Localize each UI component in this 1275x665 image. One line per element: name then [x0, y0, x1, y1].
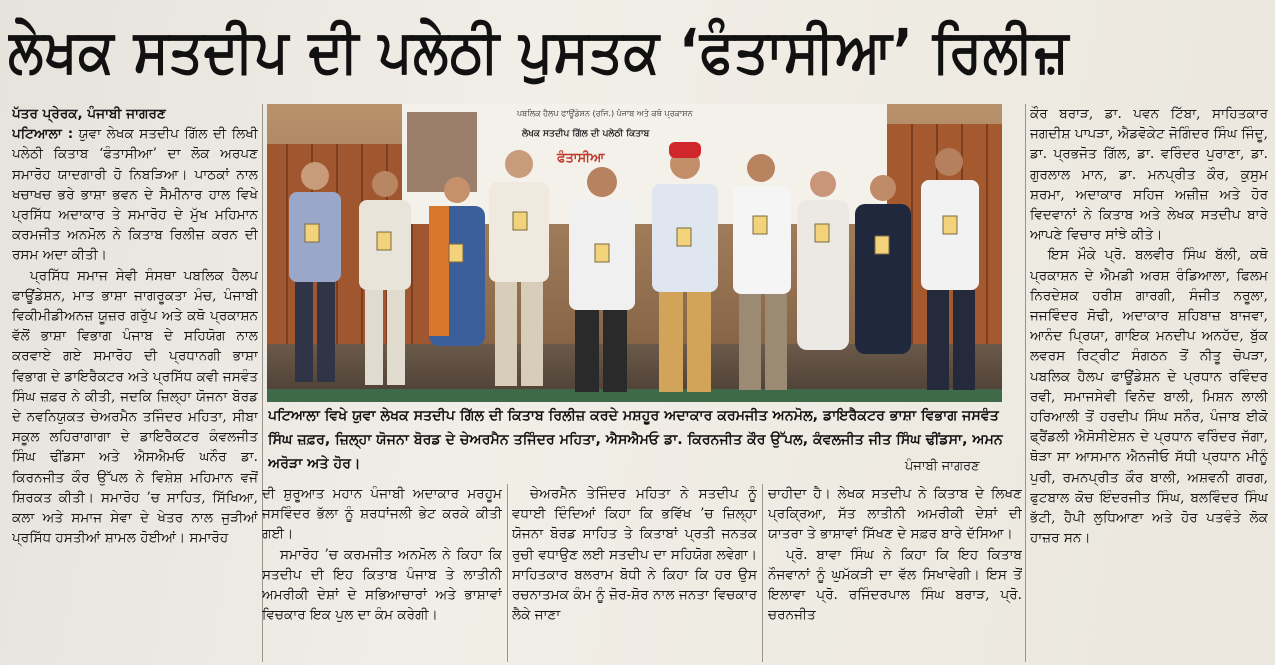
event-photo: [267, 104, 1002, 402]
article-column-c: [768, 484, 1022, 662]
banner-line-2: ਲੇਖਕ ਸਤਦੀਪ ਗਿੱਲ ਦੀ ਪਲੇਠੀ ਕਿਤਾਬ: [522, 129, 650, 139]
article-lead-paragraph: [12, 124, 258, 265]
banner-title: ਫੰਤਾਸੀਆ: [557, 151, 605, 166]
article-paragraph: ਸਮਾਰੋਹ ’ਚ ਕਰਮਜੀਤ ਅਨਮੋਲ ਨੇ ਕਿਹਾ ਕਿ ਸਤਦੀਪ ਦੀ ਇਹ ਕਿਤਾਬ ਪੰਜਾਬ ਤੇ ਲਾਤੀਨੀ ਅਮਰੀਕੀ ਦੇਸ਼ਾਂ ਦੇ ਸਭਿਆਚਾਰਾਂ ਅਤੇ ਭਾਸ਼ਾਵਾਂ ਵਿਚਕਾਰ ਇਕ ਪੁਲ ਦਾ ਕੰਮ ਕਰੇਗੀ।: [262, 546, 502, 624]
photo-caption: ਪਟਿਆਲਾ ਵਿਖੇ ਯੁਵਾ ਲੇਖਕ ਸਤਦੀਪ ਗਿੱਲ ਦੀ ਕਿਤਾਬ ਰਿਲੀਜ਼ ਕਰਦੇ ਮਸ਼ਹੂਰ ਅਦਾਕਾਰ ਕਰਮਜੀਤ ਅਨਮੋਲ, ਡਾਇਰੈਕਟਰ ਭਾਸ਼ਾ ਵਿਭਾਗ ਜਸਵੰਤ ਸਿੰਘ ਜ਼ਫ਼ਰ, ਜ਼ਿਲ੍ਹਾ ਯੋਜਨਾ ਬੋਰਡ ਦੇ ਚੇਅਰਮੈਨ ਤਜਿੰਦਰ ਮਹਿਤਾ, ਐਸਐਮਓ ਡਾ. ਕਿਰਨਜੀਤ ਕੌਰ ਉੱਪਲ, ਕੰਵਲਜੀਤ ਜੀਤ ਸਿੰਘ ਢੀਂਡਸਾ, ਅਮਨ ਅਰੋੜਾ ਅਤੇ ਹੋਰ।: [268, 408, 1003, 472]
article-byline: ਪੱਤਰ ਪ੍ਰੇਰਕ, ਪੰਜਾਬੀ ਜਾਗਰਣ: [12, 106, 166, 122]
column-divider: [1025, 104, 1026, 662]
article-column-right: [1030, 104, 1268, 662]
article-paragraph: ਇਸ ਮੌਕੇ ਪ੍ਰੋ. ਬਲਵੀਰ ਸਿੰਘ ਬੱਲੀ, ਕਥੋ ਪ੍ਰਕਾਸ਼ਨ ਦੇ ਐਮਡੀ ਅਰਸ਼ ਰੰਡਿਆਲਾ, ਫਿਲਮ ਨਿਰਦੇਸ਼ਕ ਹਰੀਸ਼ ਗਾਰਗੀ, ਸੰਜੀਤ ਨਰੂਲਾ, ਜਜਵਿੰਦਰ ਸੋਢੀ, ਅਦਾਕਾਰ ਸ਼ਹਿਬਾਜ਼ ਬਾਜਵਾ, ਆਨੰਦ ਪ੍ਰਿਯਾ, ਗਾਇਕ ਮਨਦੀਪ ਅਨਹੱਦ, ਬੁੱਕ ਲਵਰਸ ਰਿਟ੍ਰੀਟ ਸੰਗਠਨ ਤੋਂ ਨੀਤੂ ਚੋਪੜਾ, ਪਬਲਿਕ ਹੈਲਪ ਫਾਊਂਡੇਸ਼ਨ ਦੇ ਪ੍ਰਧਾਨ ਰਵਿੰਦਰ ਰਵੀ, ਸਮਾਜਸੇਵੀ ਵਿਨੋਦ ਬਾਲੀ, ਮਿਸ਼ਨ ਲਾਲੀ ਹਰਿਆਲੀ ਤੋਂ ਹਰਦੀਪ ਸਿੰਘ ਸਨੌਰ, ਪੰਜਾਬ ਈਕੋ ਫ੍ਰੈਂਡਲੀ ਐਸੋਸੀਏਸ਼ਨ ਦੇ ਪ੍ਰਧਾਨ ਵਰਿੰਦਰ ਜੱਗਾ, ਥੋੜਾ ਸਾ ਆਸਮਾਨ ਐਨਜੀਓ ਸੱਧੀ ਪ੍ਰਧਾਨ ਮੀਨੂੰ ਪੁਰੀ, ਰਮਨਪ੍ਰੀਤ ਕੌਰ ਬਾਲੀ, ਅਸ਼ਵਨੀ ਗਰਗ, ਫੁਟਬਾਲ ਕੋਚ ਇੰਦਰਜੀਤ ਸਿੰਘ, ਬਲਵਿੰਦਰ ਸਿੰਘ ਭੱਟੀ, ਹੈਪੀ ਲੁਧਿਆਣਾ ਅਤੇ ਹੋਰ ਪਤਵੰਤੇ ਲੋਕ ਹਾਜ਼ਰ ਸਨ।: [1030, 247, 1268, 547]
column-divider: [507, 484, 508, 662]
article-column-b: [512, 484, 757, 662]
article-paragraph: ਪ੍ਰਸਿੱਧ ਸਮਾਜ ਸੇਵੀ ਸੰਸਥਾ ਪਬਲਿਕ ਹੈਲਪ ਫਾਊਂਡੇਸ਼ਨ, ਮਾਤ ਭਾਸ਼ਾ ਜਾਗਰੂਕਤਾ ਮੰਚ, ਪੰਜਾਬੀ ਵਿਕੀਮੀਡੀਅਨਜ਼ ਯੂਜ਼ਰ ਗਰੁੱਪ ਅਤੇ ਕਥੋ ਪ੍ਰਕਾਸ਼ਨ ਵੱਲੋਂ ਭਾਸ਼ਾ ਵਿਭਾਗ ਪੰਜਾਬ ਦੇ ਸਹਿਯੋਗ ਨਾਲ ਕਰਵਾਏ ਗਏ ਸਮਾਰੋਹ ਦੀ ਪ੍ਰਧਾਨਗੀ ਭਾਸ਼ਾ ਵਿਭਾਗ ਦੇ ਡਾਇਰੈਕਟਰ ਅਤੇ ਪ੍ਰਸਿੱਧ ਕਵੀ ਜਸਵੰਤ ਸਿੰਘ ਜ਼ਫ਼ਰ ਨੇ ਕੀਤੀ, ਜਦਕਿ ਜ਼ਿਲ੍ਹਾ ਯੋਜਨਾ ਬੋਰਡ ਦੇ ਨਵਨਿਯੁਕਤ ਚੇਅਰਮੈਨ ਤਜਿੰਦਰ ਮਹਿਤਾ, ਸੀਬਾ ਸਕੂਲ ਲਹਿਰਾਗਾਗਾ ਦੇ ਡਾਇਰੈਕਟਰ ਕੰਵਲਜੀਤ ਸਿੰਘ ਢੀਂਡਸਾ ਅਤੇ ਐਸਐਮਓ ਘਨੌਰ ਡਾ. ਕਿਰਨਜੀਤ ਕੌਰ ਉੱਪਲ ਨੇ ਵਿਸ਼ੇਸ਼ ਮਹਿਮਾਨ ਵਜੋਂ ਸ਼ਿਰਕਤ ਕੀਤੀ। ਸਮਾਰੋਹ ’ਚ ਸਾਹਿਤ, ਸਿੱਖਿਆ, ਕਲਾ ਅਤੇ ਸਮਾਜ ਸੇਵਾ ਦੇ ਖੇਤਰ ਨਾਲ ਜੁੜੀਆਂ ਪ੍ਰਸਿੱਧ ਹਸਤੀਆਂ ਸ਼ਾਮਲ ਹੋਈਆਂ। ਸਮਾਰੋਹ: [12, 267, 258, 547]
article-paragraph: ਚੇਅਰਮੈਨ ਤੇਜਿੰਦਰ ਮਹਿਤਾ ਨੇ ਸਤਦੀਪ ਨੂੰ ਵਧਾਈ ਦਿੰਦਿਆਂ ਕਿਹਾ ਕਿ ਭਵਿੱਖ ’ਚ ਜ਼ਿਲ੍ਹਾ ਯੋਜਨਾ ਬੋਰਡ ਸਾਹਿਤ ਤੇ ਕਿਤਾਬਾਂ ਪ੍ਰਤੀ ਜਨਤਕ ਰੁਚੀ ਵਧਾਉਣ ਲਈ ਸਤਦੀਪ ਦਾ ਸਹਿਯੋਗ ਲਵੇਗਾ। ਸਾਹਿਤਕਾਰ ਬਲਰਾਮ ਬੋਧੀ ਨੇ ਕਿਹਾ ਕਿ ਹਰ ਉਸ ਰਚਨਾਤਮਕ ਕੰਮ ਨੂੰ ਜ਼ੋਰ-ਸ਼ੋਰ ਨਾਲ ਜਨਤਾ ਵਿਚਕਾਰ ਲੈਕੇ ਜਾਣਾ: [512, 486, 757, 624]
article-paragraph: ਪ੍ਰੋ. ਬਾਵਾ ਸਿੰਘ ਨੇ ਕਿਹਾ ਕਿ ਇਹ ਕਿਤਾਬ ਨੌਜਵਾਨਾਂ ਨੂੰ ਘੁਮੱਕੜੀ ਦਾ ਵੱਲ ਸਿਖਾਵੇਗੀ। ਇਸ ਤੋਂ ਇਲਾਵਾ ਪ੍ਰੋ. ਰਜਿੰਦਰਪਾਲ ਸਿੰਘ ਬਰਾੜ, ਪ੍ਰੋ. ਚਰਨਜੀਤ: [768, 546, 1022, 624]
article-paragraph: ਚਾਹੀਦਾ ਹੈ। ਲੇਖਕ ਸਤਦੀਪ ਨੇ ਕਿਤਾਬ ਦੇ ਲਿਖਣ ਪ੍ਰਕ੍ਰਿਆ, ਸੱਤ ਲਾਤੀਨੀ ਅਮਰੀਕੀ ਦੇਸ਼ਾਂ ਦੀ ਯਾਤਰਾ ਤੇ ਭਾਸ਼ਾਵਾਂ ਸਿੱਖਣ ਦੇ ਸਫ਼ਰ ਬਾਰੇ ਦੱਸਿਆ।: [768, 486, 1022, 543]
column-divider: [762, 484, 763, 662]
photo-credit: ਪੰਜਾਬੀ ਜਾਗਰਣ: [905, 459, 980, 474]
article-headline: ਲੇਖਕ ਸਤਦੀਪ ਦੀ ਪਲੇਠੀ ਪੁਸਤਕ ‘ਫੰਤਾਸੀਆ’ ਰਿਲੀਜ਼: [8, 17, 1070, 87]
dateline: ਪਟਿਆਲਾ :: [12, 126, 74, 143]
article-column-left: [12, 104, 258, 662]
article-paragraph: ਦੀ ਸ਼ੁਰੂਆਤ ਮਹਾਨ ਪੰਜਾਬੀ ਅਦਾਕਾਰ ਮਰਹੂਮ ਜਸਵਿੰਦਰ ਭੱਲਾ ਨੂੰ ਸ਼ਰਧਾਂਜਲੀ ਭੇਟ ਕਰਕੇ ਕੀਤੀ ਗਈ।: [262, 486, 502, 543]
lead-text: ਯੁਵਾ ਲੇਖਕ ਸਤਦੀਪ ਗਿੱਲ ਦੀ ਲਿਖੀ ਪਲੇਠੀ ਕਿਤਾਬ ‘ਫੰਤਾਸੀਆ’ ਦਾ ਲੋਕ ਅਰਪਣ ਸਮਾਰੋਹ ਯਾਦਗਾਰੀ ਹੋ ਨਿਬੜਿਆ। ਪਾਠਕਾਂ ਨਾਲ ਖਚਾਖਚ ਭਰੇ ਭਾਸ਼ਾ ਭਵਨ ਦੇ ਸੈਮੀਨਾਰ ਹਾਲ ਵਿਖੇ ਪ੍ਰਸਿੱਧ ਅਦਾਕਾਰ ਤੇ ਸਮਾਰੋਹ ਦੇ ਮੁੱਖ ਮਹਿਮਾਨ ਕਰਮਜੀਤ ਅਨਮੋਲ ਨੇ ਕਿਤਾਬ ਰਿਲੀਜ਼ ਕਰਨ ਦੀ ਰਸਮ ਅਦਾ ਕੀਤੀ।: [12, 126, 258, 264]
article-column-a: [262, 484, 502, 662]
banner-line-1: ਪਬਲਿਕ ਹੈਲਪ ਫਾਊਂਡੇਸ਼ਨ (ਰਜਿ.) ਪੰਜਾਬ ਅਤੇ ਕਥੋ ਪ੍ਰਕਾਸ਼ਨ: [517, 109, 693, 118]
event-photo-illustration: [267, 104, 1002, 402]
article-paragraph: ਕੌਰ ਬਰਾੜ, ਡਾ. ਪਵਨ ਟਿੱਬਾ, ਸਾਹਿਤਕਾਰ ਜਗਦੀਸ਼ ਪਾਪੜਾ, ਐਡਵੋਕੇਟ ਜੋਗਿੰਦਰ ਸਿੰਘ ਜਿੰਦੂ, ਡਾ. ਪ੍ਰਭਜੋਤ ਗਿੱਲ, ਡਾ. ਵਰਿੰਦਰ ਪੁਰਾਣਾ, ਡਾ. ਗੁਰਲਾਲ ਮਾਨ, ਡਾ. ਮਨਪ੍ਰੀਤ ਕੌਰ, ਕੁਸੁਮ ਸ਼ਰਮਾ, ਅਦਾਕਾਰ ਸਹਿਜ ਅਜ਼ੀਜ਼ ਅਤੇ ਹੋਰ ਵਿਦਵਾਨਾਂ ਨੇ ਕਿਤਾਬ ਅਤੇ ਲੇਖਕ ਸਤਦੀਪ ਬਾਰੇ ਆਪਣੇ ਵਿਚਾਰ ਸਾਂਝੇ ਕੀਤੇ।: [1030, 106, 1268, 244]
